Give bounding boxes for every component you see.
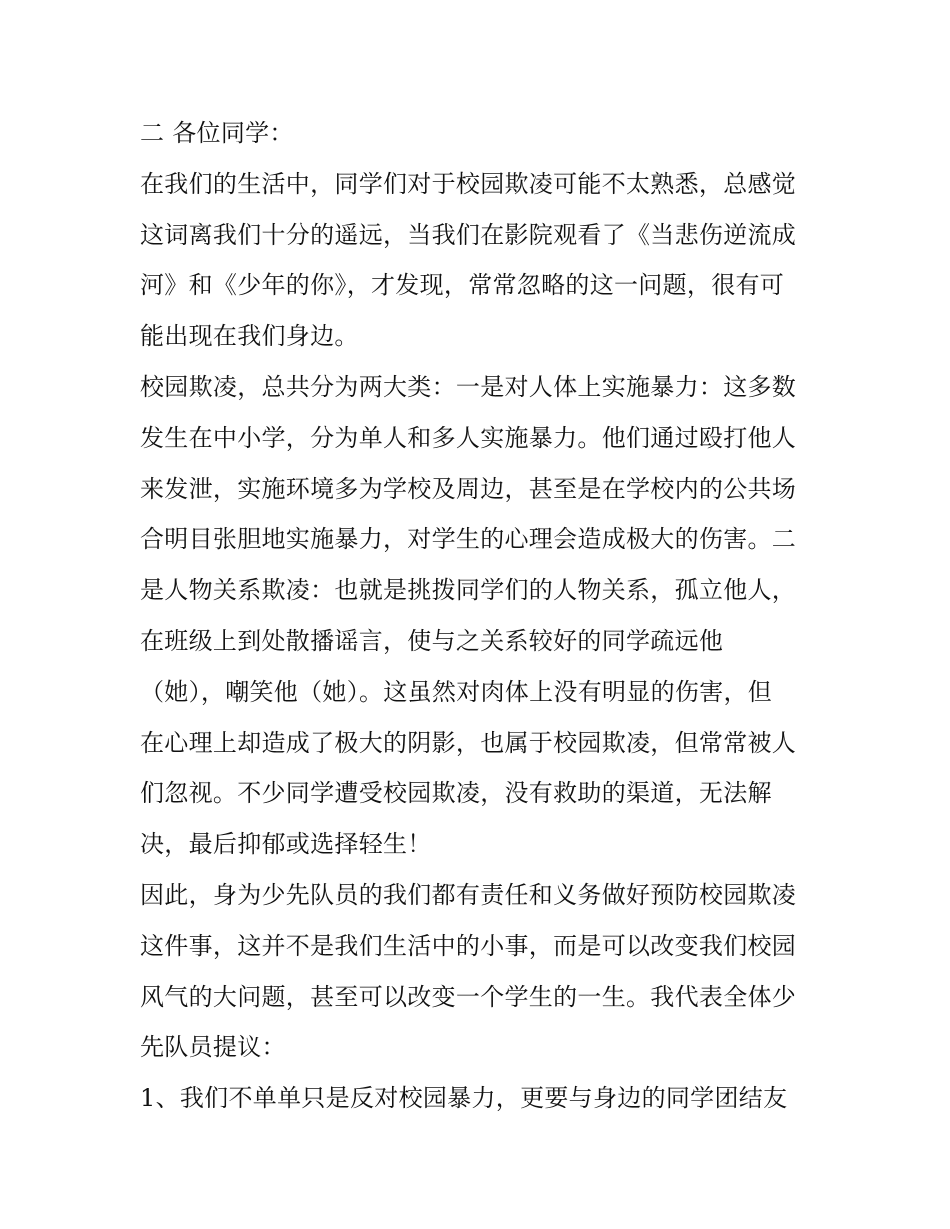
text-line: 在心理上却造成了极大的阴影，也属于校园欺凌，但常常被人 [140, 728, 797, 757]
text-line: 在班级上到处散播谣言，使与之关系较好的同学疏远他 [140, 626, 724, 655]
text-line: 因此，身为少先队员的我们都有责任和义务做好预防校园欺凌 [140, 880, 797, 909]
text-line: 风气的大问题，甚至可以改变一个学生的一生。我代表全体少 [140, 982, 797, 1011]
text-line: 这词离我们十分的遥远，当我们在影院观看了《当悲伤逆流成 [140, 220, 797, 249]
text-line: 是人物关系欺凌：也就是挑拨同学们的人物关系，孤立他人， [140, 576, 797, 605]
text-line: 来发泄，实施环境多为学校及周边，甚至是在学校内的公共场 [140, 474, 797, 503]
text-line: 能出现在我们身边。 [140, 322, 359, 351]
text-line: 二 各位同学： [140, 119, 294, 147]
text-line: 先队员提议： [140, 1033, 286, 1062]
text-line: 河》和《少年的你》，才发现，常常忽略的这一问题，很有可 [140, 271, 785, 300]
text-line: 校园欺凌，总共分为两大类：一是对人体上实施暴力：这多数 [140, 372, 797, 401]
document-body [140, 108, 820, 1124]
text-line: （她），嘲笑他（她）。这虽然对肉体上没有明显的伤害，但 [140, 677, 773, 706]
text-line: 在我们的生活中，同学们对于校园欺凌可能不太熟悉，总感觉 [140, 169, 797, 198]
text-line: 决，最后抑郁或选择轻生！ [140, 830, 432, 859]
text-line: 合明目张胆地实施暴力，对学生的心理会造成极大的伤害。二 [140, 525, 797, 554]
text-line: 这件事，这并不是我们生活中的小事，而是可以改变我们校园 [140, 931, 797, 960]
text-line: 发生在中小学，分为单人和多人实施暴力。他们通过殴打他人 [140, 423, 797, 452]
text-line: 1、我们不单单只是反对校园暴力，更要与身边的同学团结友 [140, 1084, 788, 1113]
text-line: 们忽视。不少同学遭受校园欺凌，没有救助的渠道，无法解 [140, 779, 772, 808]
